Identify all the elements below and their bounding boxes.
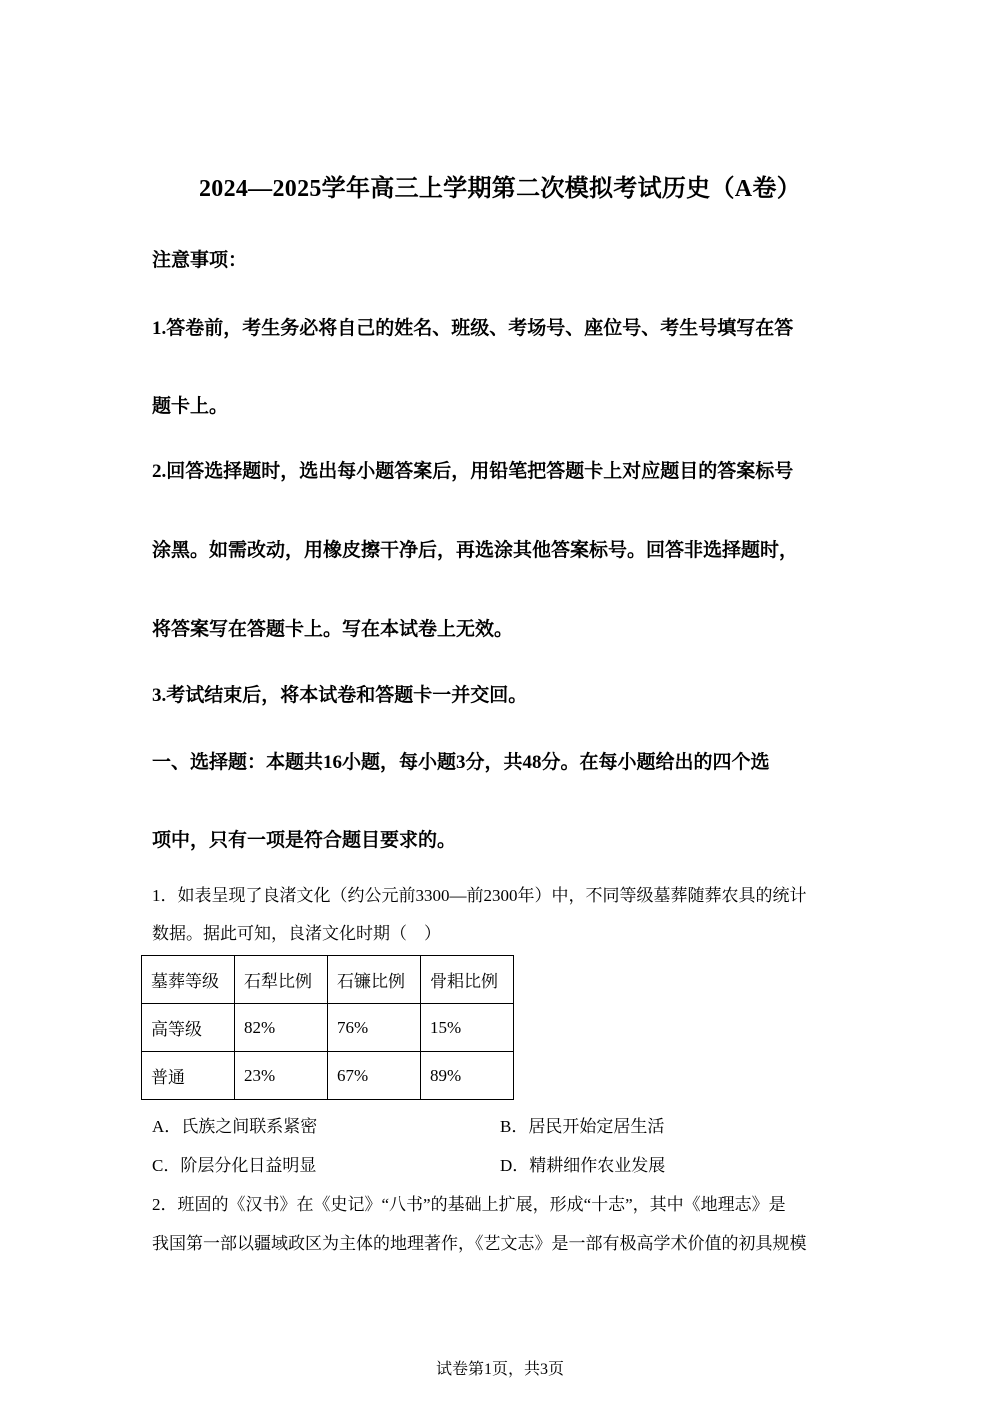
notice-item-2-line-1: 2.回答选择题时，选出每小题答案后，用铅笔把答题卡上对应题目的答案标号 <box>152 461 794 482</box>
section-heading-line-2: 项中，只有一项是符合题目要求的。 <box>152 830 457 851</box>
question-1-option-b[interactable]: B．居民开始定居生活 <box>500 1117 665 1136</box>
notice-item-1-line-2: 题卡上。 <box>152 396 229 417</box>
notice-item-1-line-1: 1.答卷前，考生务必将自己的姓名、班级、考场号、座位号、考生号填写在答 <box>152 318 794 339</box>
notice-item-3: 3.考试结束后，将本试卷和答题卡一并交回。 <box>152 685 528 706</box>
page-title: 2024—2025学年高三上学期第二次模拟考试历史（A卷） <box>198 176 802 202</box>
table-row <box>142 1004 514 1052</box>
table-cell: 67% <box>328 1052 421 1100</box>
table-cell: 高等级 <box>142 1004 235 1052</box>
table-header-cell: 骨耜比例 <box>421 956 514 1004</box>
table-header-row <box>142 956 514 1004</box>
notice-heading: 注意事项： <box>152 250 248 271</box>
table-cell: 76% <box>328 1004 421 1052</box>
question-2-stem-line-2: 我国第一部以疆域政区为主体的地理著作，《艺文志》是一部有极高学术价值的初具规模 <box>152 1234 807 1253</box>
table-row <box>142 1052 514 1100</box>
table-header-cell: 石镰比例 <box>328 956 421 1004</box>
table-cell: 15% <box>421 1004 514 1052</box>
notice-item-2-line-2: 涂黑。如需改动，用橡皮擦干净后，再选涂其他答案标号。回答非选择题时， <box>152 540 799 561</box>
question-1-option-d[interactable]: D．精耕细作农业发展 <box>500 1156 666 1175</box>
table-cell: 82% <box>235 1004 328 1052</box>
table-cell: 23% <box>235 1052 328 1100</box>
page-footer: 试卷第1页，共3页 <box>435 1361 564 1378</box>
section-heading-line-1: 一、选择题：本题共16小题，每小题3分，共48分。在每小题给出的四个选 <box>152 752 770 773</box>
table-header-cell: 石犁比例 <box>235 956 328 1004</box>
table-cell: 普通 <box>142 1052 235 1100</box>
question-1-option-c[interactable]: C．阶层分化日益明显 <box>152 1156 317 1175</box>
table-cell: 89% <box>421 1052 514 1100</box>
question-1-stem-line-2: 数据。据此可知，良渚文化时期（ ） <box>152 924 441 943</box>
question-1-stem-line-1: 1．如表呈现了良渚文化（约公元前3300—前2300年）中，不同等级墓葬随葬农具的统计 <box>152 886 807 905</box>
table-header-cell: 墓葬等级 <box>142 956 235 1004</box>
notice-item-2-line-3: 将答案写在答题卡上。写在本试卷上无效。 <box>152 619 514 640</box>
burial-tools-table <box>141 955 514 1100</box>
question-1-option-a[interactable]: A．氏族之间联系紧密 <box>152 1117 318 1136</box>
question-2-stem-line-1: 2．班固的《汉书》在《史记》“八书”的基础上扩展，形成“十志”，其中《地理志》是 <box>152 1195 786 1214</box>
